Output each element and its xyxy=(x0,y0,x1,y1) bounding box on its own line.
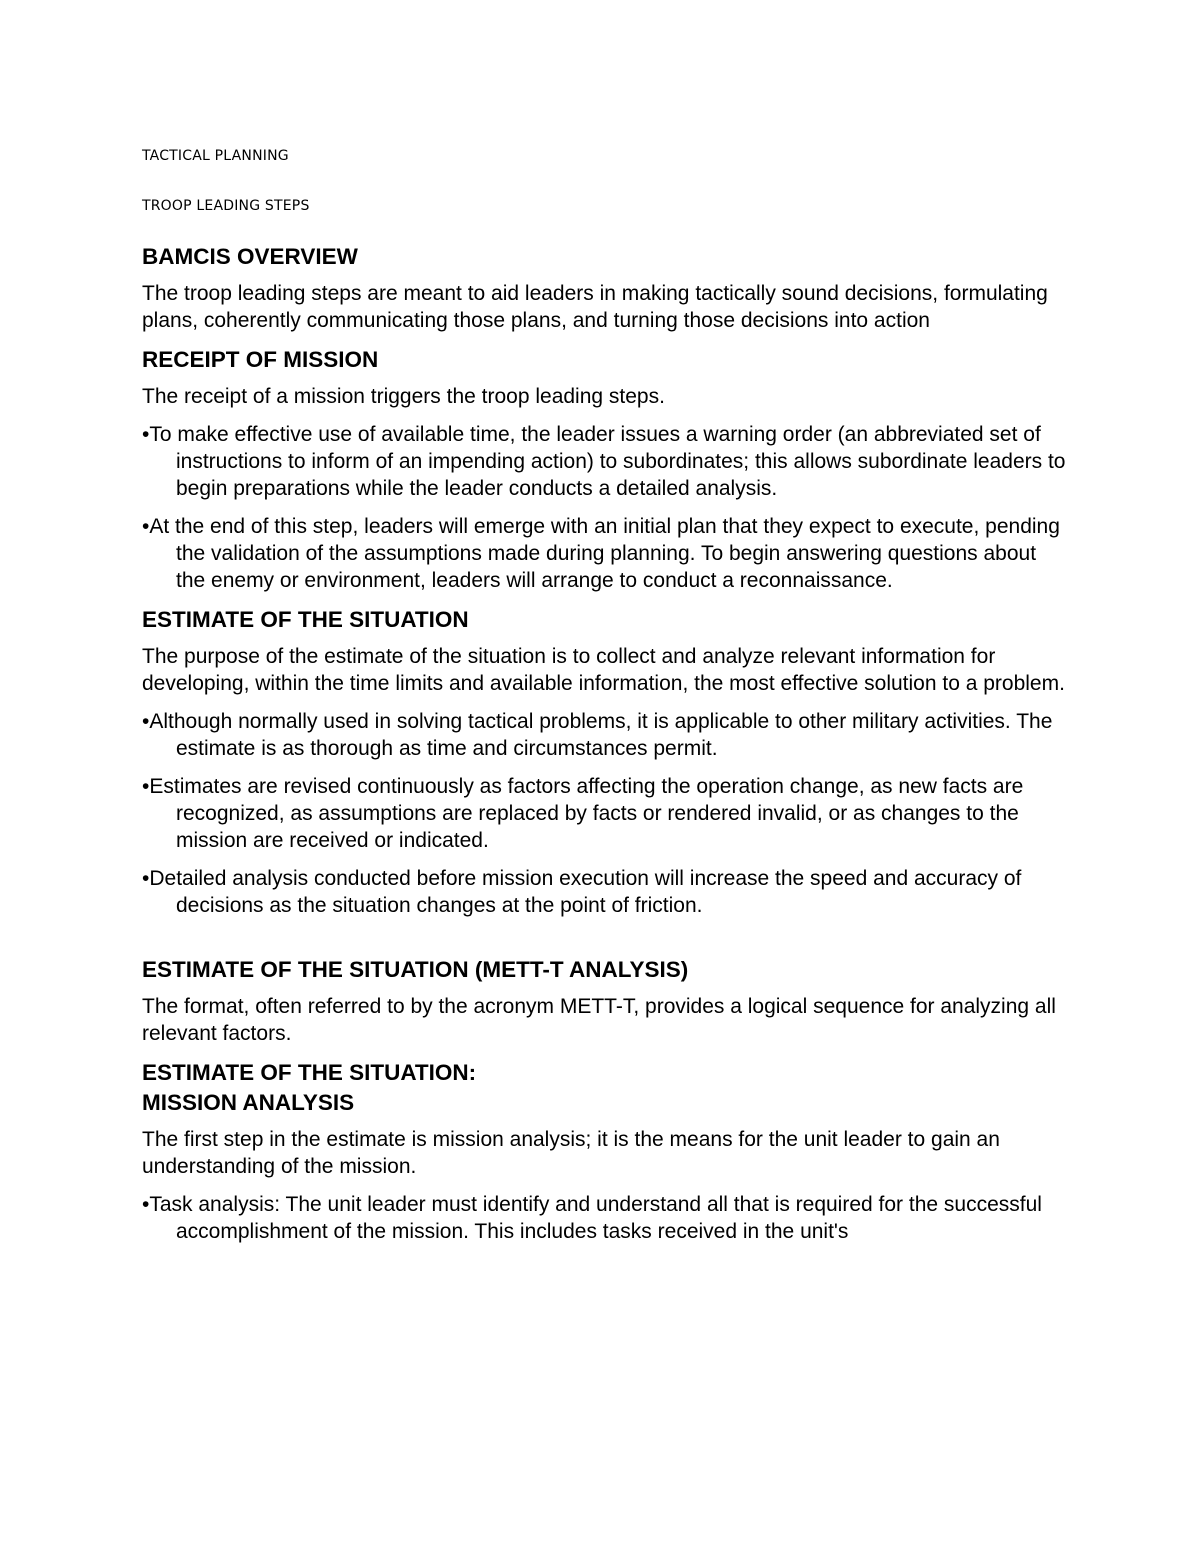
mission-analysis-bullet-1: •Task analysis: The unit leader must identify and understand all that is required for the successful accomplishment of the mission. This includes tasks received in the unit's xyxy=(142,1193,1042,1243)
receipt-heading: RECEIPT OF MISSION xyxy=(142,347,379,372)
receipt-bullet-1: •To make effective use of available time, the leader issues a warning order (an abbreviated set of instructions to inform of an impending action) to subordinates; this allows subordinate leaders to begin preparations while the leader conducts a detailed analysis. xyxy=(142,423,1066,500)
receipt-bullet-2: •At the end of this step, leaders will emerge with an initial plan that they expect to execute, pending the validation of the assumptions made during planning. To begin answering questions about the enemy or environment, leaders will arrange to conduct a reconnaissance. xyxy=(142,515,1060,592)
estimate-bullet-3: •Detailed analysis conducted before mission execution will increase the speed and accuracy of decisions as the situation changes at the point of friction. xyxy=(142,867,1022,917)
mett-paragraph: The format, often referred to by the acronym METT-T, provides a logical sequence for analyzing all relevant factors. xyxy=(142,995,1056,1045)
mission-analysis-heading-line1: ESTIMATE OF THE SITUATION: xyxy=(142,1060,477,1085)
document-title: TACTICAL PLANNING xyxy=(142,148,289,164)
bamcis-heading: BAMCIS OVERVIEW xyxy=(142,244,358,269)
mett-heading: ESTIMATE OF THE SITUATION (METT-T ANALYSIS) xyxy=(142,957,689,982)
bamcis-paragraph: The troop leading steps are meant to aid leaders in making tactically sound decisions, formulating plans, coherently communicating those plans, and turning those decisions into action xyxy=(142,282,1048,332)
document-content xyxy=(142,146,1067,1256)
receipt-paragraph: The receipt of a mission triggers the troop leading steps. xyxy=(142,385,665,408)
mission-analysis-heading-line2: MISSION ANALYSIS xyxy=(142,1090,355,1115)
estimate-heading: ESTIMATE OF THE SITUATION xyxy=(142,607,469,632)
estimate-paragraph: The purpose of the estimate of the situation is to collect and analyze relevant information for developing, within the time limits and available information, the most effective solution to a problem. xyxy=(142,645,1065,695)
document-subtitle: TROOP LEADING STEPS xyxy=(142,198,310,214)
estimate-bullet-1: •Although normally used in solving tactical problems, it is applicable to other military activities. The estimate is as thorough as time and circumstances permit. xyxy=(142,710,1053,760)
estimate-bullet-2: •Estimates are revised continuously as factors affecting the operation change, as new facts are recognized, as assumptions are replaced by facts or rendered invalid, or as changes to the mission are received or indicated. xyxy=(142,775,1024,852)
mission-analysis-paragraph: The first step in the estimate is mission analysis; it is the means for the unit leader to gain an understanding of the mission. xyxy=(142,1128,1000,1178)
